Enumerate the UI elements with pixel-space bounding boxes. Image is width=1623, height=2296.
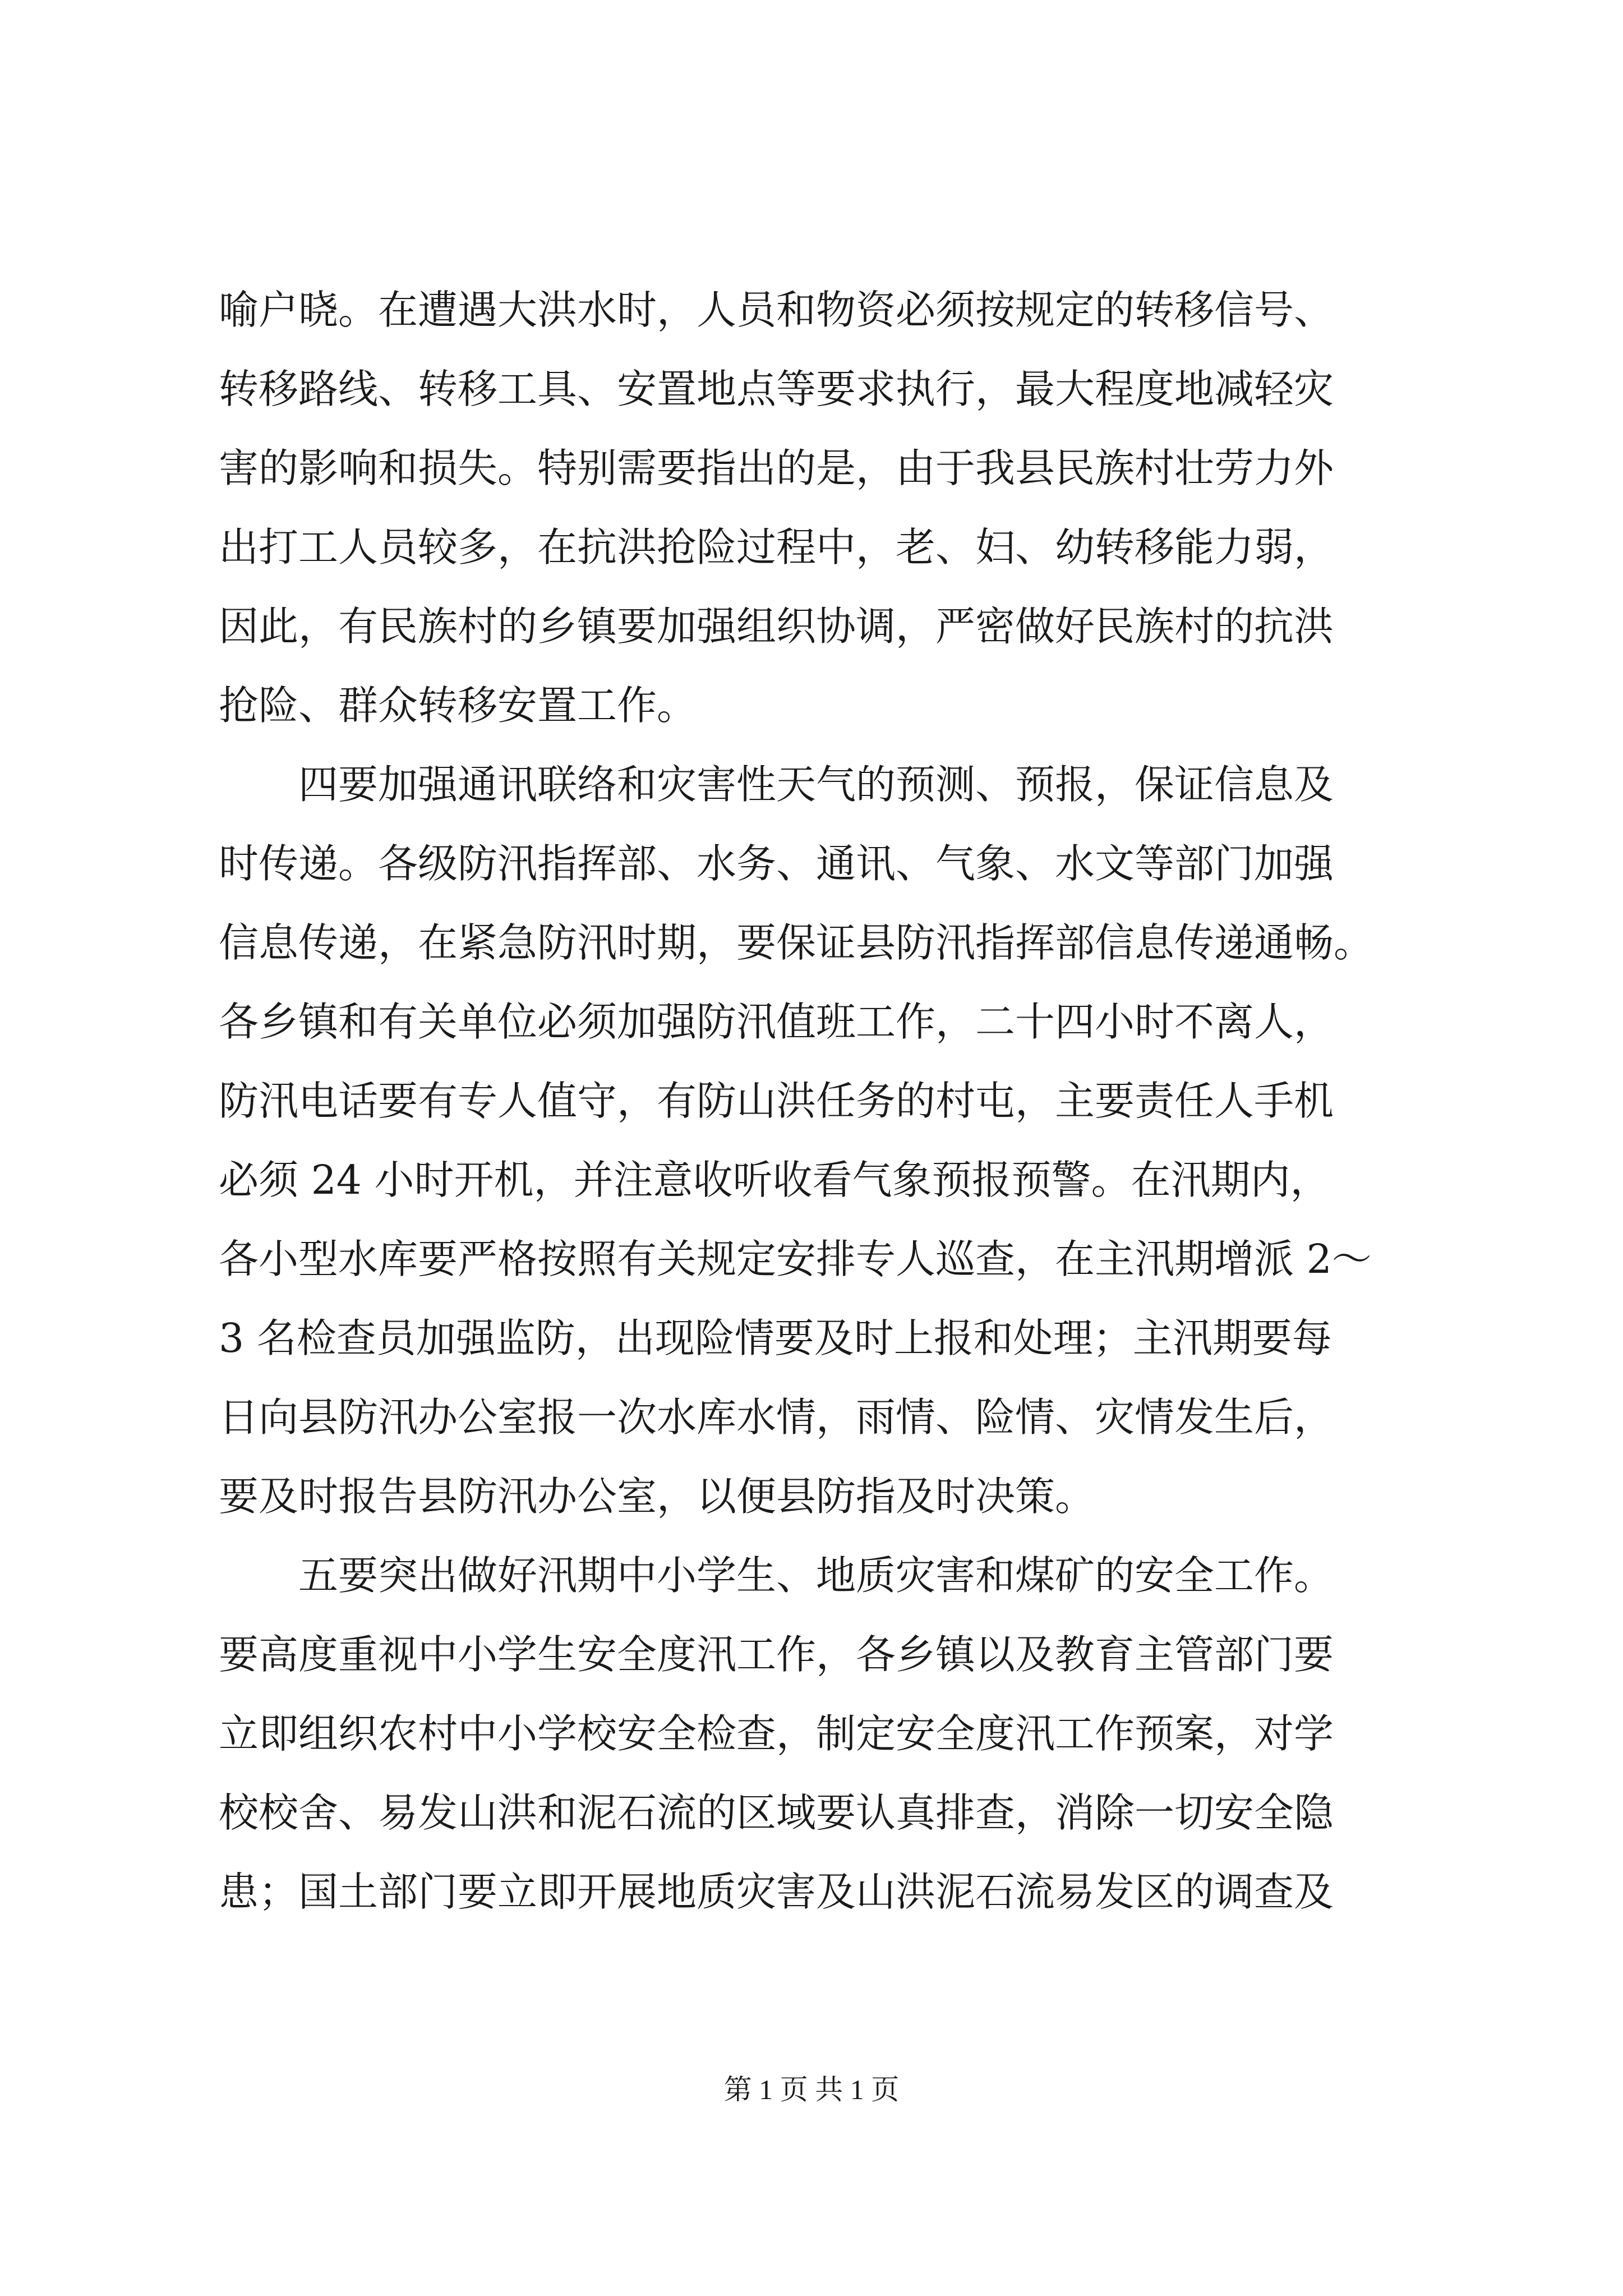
text-line: 患；国土部门要立即开展地质灾害及山洪泥石流易发区的调查及 — [219, 1869, 1334, 1915]
text-line: 出打工人员较多，在抗洪抢险过程中，老、妇、幼转移能力弱， — [219, 524, 1334, 570]
text-line: 要及时报告县防汛办公室，以便县防指及时决策。 — [219, 1473, 1095, 1520]
text-line: 害的影响和损失。特别需要指出的是，由于我县民族村壮劳力外 — [219, 445, 1334, 491]
text-line: 防汛电话要有专人值守，有防山洪任务的村屯，主要责任人手机 — [219, 1078, 1334, 1124]
text-line: 校校舍、易发山洪和泥石流的区域要认真排查，消除一切安全隐 — [219, 1789, 1334, 1836]
page-number-label: 第 1 页 共 1 页 — [723, 2074, 900, 2105]
text-line: 转移路线、转移工具、安置地点等要求执行，最大程度地减轻灾 — [219, 366, 1334, 412]
text-line: 各乡镇和有关单位必须加强防汛值班工作，二十四小时不离人， — [219, 999, 1334, 1045]
text-line: 因此，有民族村的乡镇要加强组织协调，严密做好民族村的抗洪 — [219, 603, 1334, 650]
text-line: 四要加强通讯联络和灾害性天气的预测、预报，保证信息及 — [219, 761, 1334, 808]
text-line: 时传递。各级防汛指挥部、水务、通讯、气象、水文等部门加强 — [219, 840, 1334, 887]
text-line: 立即组织农村中小学校安全检查，制定安全度汛工作预案，对学 — [219, 1710, 1334, 1757]
text-line: 五要突出做好汛期中小学生、地质灾害和煤矿的安全工作。 — [219, 1552, 1334, 1599]
text-line: 信息传递，在紧急防汛时期，要保证县防汛指挥部信息传递通畅。 — [219, 919, 1374, 966]
text-line: 抢险、群众转移安置工作。 — [219, 682, 697, 729]
text-line: 3 名检查员加强监防，出现险情要及时上报和处理；主汛期要每 — [219, 1315, 1332, 1361]
body-text — [219, 270, 1424, 1931]
text-line: 必须 24 小时开机，并注意收听收看气象预报预警。在汛期内， — [219, 1157, 1330, 1203]
text-line: 各小型水库要严格按照有关规定安排专人巡查，在主汛期增派 2～ — [219, 1236, 1372, 1282]
text-line: 喻户晓。在遭遇大洪水时，人员和物资必须按规定的转移信号、 — [219, 287, 1334, 333]
text-line: 要高度重视中小学生安全度汛工作，各乡镇以及教育主管部门要 — [219, 1631, 1334, 1678]
page-footer — [0, 2073, 1623, 2106]
text-line: 日向县防汛办公室报一次水库水情，雨情、险情、灾情发生后， — [219, 1394, 1334, 1441]
